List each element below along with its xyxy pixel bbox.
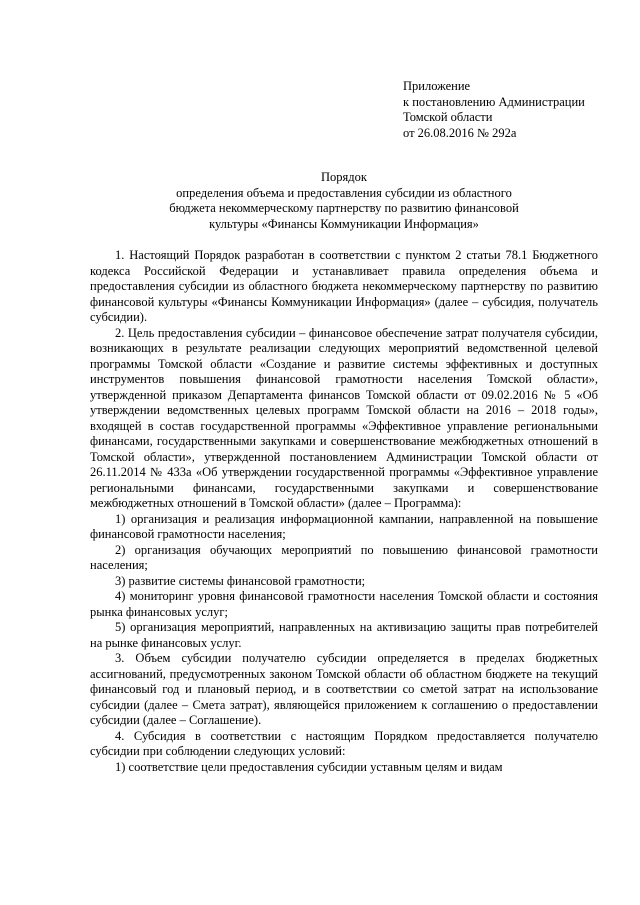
paragraph-4: 4. Субсидия в соответствии с настоящим Порядком предоставляется получателю субсидии при соблюдении следующих условий: bbox=[90, 728, 598, 758]
title-line-1: Порядок bbox=[321, 170, 367, 184]
title-line-4: культуры «Финансы Коммуникации Информация» bbox=[209, 216, 479, 231]
appendix-date-number: от 26.08.2016 № 292а bbox=[403, 125, 517, 140]
appendix-label: Приложение bbox=[403, 79, 471, 93]
condition-item-1: 1) соответствие цели предоставления субсидии уставным целям и видам bbox=[115, 759, 503, 774]
paragraph-1: 1. Настоящий Порядок разработан в соответствии с пунктом 2 статьи 78.1 Бюджетного кодекса Российской Федерации и устанавливает правила определения объема и предоставления субсидии из областного бюджета некоммерческому партнерству по развитию финансовой культуры «Финансы Коммуникации Информация» (далее – субсидия, получатель субсидии). bbox=[90, 248, 598, 324]
list-item-3: 3) развитие системы финансовой грамотности; bbox=[115, 573, 366, 588]
document-body bbox=[90, 248, 598, 775]
list-item-4: 4) мониторинг уровня финансовой грамотности населения Томской области и состояния рынка финансовых услуг; bbox=[90, 589, 598, 619]
title-line-2: определения объема и предоставления субсидии из областного bbox=[176, 185, 512, 200]
appendix-header bbox=[403, 79, 623, 141]
list-item-1: 1) организация и реализация информационной кампании, направленной на повышение финансовой грамотности населения; bbox=[90, 511, 598, 541]
appendix-resolution: к постановлению Администрации bbox=[403, 94, 585, 109]
list-item-2: 2) организация обучающих мероприятий по повышению финансовой грамотности населения; bbox=[90, 542, 598, 572]
appendix-region: Томской области bbox=[403, 110, 493, 124]
list-item-5: 5) организация мероприятий, направленных на активизацию защиты прав потребителей на рынке финансовых услуг. bbox=[90, 620, 598, 650]
paragraph-2: 2. Цель предоставления субсидии – финансовое обеспечение затрат получателя субсидии, возникающих в результате реализации следующих мероприятий ведомственной целевой программы Томской области «Создание и развитие системы эффективных и доступных инструментов повышения финансовой грамотности населения Томской области», утвержденной приказом Департамента финансов Томской области от 09.02.2016 № 5 «Об утверждении ведомственных целевых программ Томской области на 2016 – 2018 годы», входящей в состав государственной программы «Эффективное управление региональными финансами, государственными закупками и совершенствование межбюджетных отношений в Томской области», утвержденной постановлением Администрации Томской области от 26.11.2014 № 433а «Об утверждении государственной программы «Эффективное управление региональными финансами, государственными закупками и совершенствование межбюджетных отношений в Томской области» (далее – Программа): bbox=[90, 325, 598, 510]
paragraph-3: 3. Объем субсидии получателю субсидии определяется в пределах бюджетных ассигнований, предусмотренных законом Томской области об областном бюджете на текущий финансовый год и плановый период, и в соответствии со сметой затрат на использование субсидии (далее – Смета затрат), являющейся приложением к соглашению о предоставлении субсидии (далее – Соглашение). bbox=[90, 651, 598, 727]
document-title bbox=[90, 170, 598, 232]
title-line-3: бюджета некоммерческому партнерству по развитию финансовой bbox=[169, 201, 519, 215]
